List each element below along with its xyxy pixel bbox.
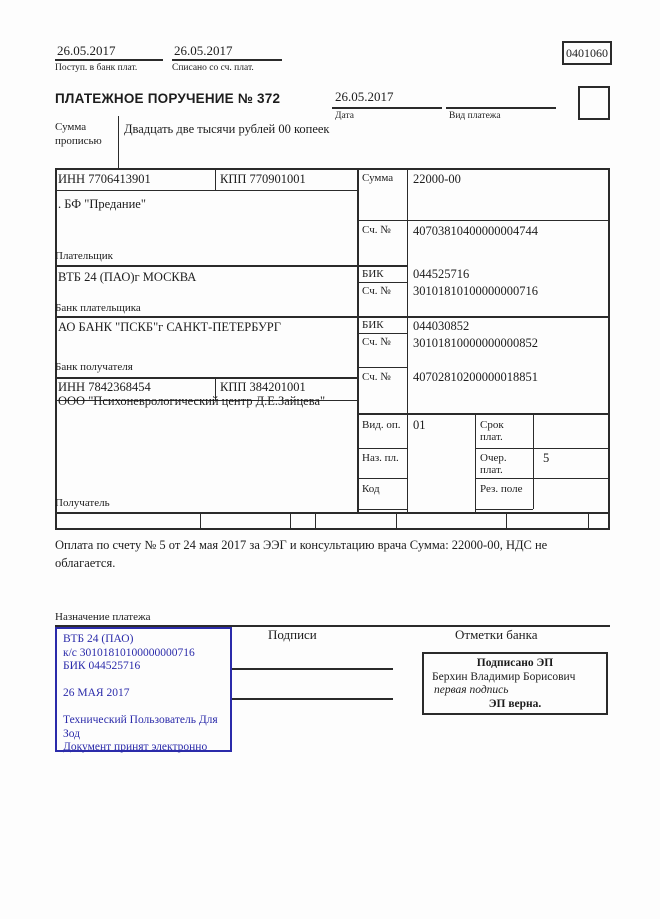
table-border (55, 168, 57, 530)
debited-label: Списано со сч. плат. (172, 63, 254, 73)
form-code-box (562, 41, 612, 65)
reserve-field-label: Рез. поле (480, 483, 523, 495)
payment-type-label: Вид платежа (449, 111, 501, 121)
payer-account: 40703810400000004744 (413, 224, 538, 238)
table-border (55, 168, 610, 170)
grid-line (55, 190, 357, 191)
due-date-label: Срок плат. (480, 419, 504, 443)
grid-line (357, 413, 610, 415)
payee-bank-bik-label: БИК (362, 319, 384, 331)
received-in-bank-label: Поступ. в банк плат. (55, 63, 138, 73)
document-date: 26.05.2017 (335, 89, 394, 104)
esign-signature-type: первая подпись (434, 684, 509, 696)
grid-line (357, 448, 407, 449)
grid-line (357, 478, 407, 479)
payer-kpp: КПП 770901001 (220, 172, 306, 186)
table-border (55, 528, 610, 530)
payee-bank-section-label: Банк получателя (55, 361, 133, 373)
payee-bank-account: 30101810000000000852 (413, 336, 538, 350)
operation-type-value: 01 (413, 418, 426, 432)
payee-bank-account-label: Сч. № (362, 336, 391, 348)
payee-account-label: Сч. № (362, 371, 391, 383)
payer-bank-account-label: Сч. № (362, 285, 391, 297)
amount-in-words: Двадцать две тысячи рублей 00 копеек (124, 122, 330, 136)
divider-line (172, 59, 282, 61)
table-border (608, 168, 610, 530)
payer-account-label: Сч. № (362, 224, 391, 236)
field-divider (506, 512, 507, 528)
payer-bank-bik: 044525716 (413, 267, 470, 281)
date-label: Дата (335, 111, 354, 121)
divider-line (332, 107, 442, 109)
payer-inn: ИНН 7706413901 (58, 172, 151, 186)
received-in-bank-date: 26.05.2017 (57, 43, 116, 58)
amount-value: 22000-00 (413, 172, 461, 186)
payer-name: . БФ "Предание" (58, 197, 146, 211)
grid-line (357, 333, 407, 334)
divider-line (55, 59, 163, 61)
payee-bank-bik: 044030852 (413, 319, 470, 333)
grid-line (475, 478, 610, 479)
purpose-code-label: Наз. пл. (362, 452, 399, 464)
signature-line (232, 668, 393, 670)
payment-purpose-text: Оплата по счету № 5 от 24 мая 2017 за ЭЭГ и консультацию врача Сумма: 22000-00, НДС не облагается. (55, 538, 548, 570)
payer-bank-bik-label: БИК (362, 268, 384, 280)
payer-bank-section-label: Банк плательщика (55, 302, 141, 314)
grid-line (533, 413, 534, 509)
grid-line (357, 282, 407, 283)
page-title: ПЛАТЕЖНОЕ ПОРУЧЕНИЕ № 372 (55, 91, 281, 106)
signature-line (232, 698, 393, 700)
amount-words-label-1: Сумма (55, 121, 87, 133)
esign-title: Подписано ЭП (476, 657, 554, 669)
grid-line (407, 168, 408, 512)
grid-line (55, 377, 357, 379)
grid-line (55, 265, 407, 267)
payer-bank-name: ВТБ 24 (ПАО)г МОСКВА (58, 270, 197, 284)
payment-type-box (578, 86, 610, 120)
payee-bank-name: АО БАНК "ПСКБ"г САНКТ-ПЕТЕРБУРГ (58, 320, 281, 334)
payee-kpp: КПП 384201001 (220, 380, 306, 394)
priority-label: Очер. плат. (480, 452, 507, 476)
operation-type-label: Вид. оп. (362, 419, 401, 431)
electronic-signature-stamp (422, 652, 608, 715)
signatures-label: Подписи (268, 627, 317, 642)
payee-name: ООО "Психоневрологический центр Д.Е.Зайцева" (58, 394, 326, 408)
payment-purpose-label: Назначение платежа (55, 611, 151, 623)
grid-line (475, 448, 610, 449)
esign-verified-text: ЭП верна. (488, 697, 542, 710)
grid-line (357, 168, 359, 512)
grid-line (357, 220, 610, 221)
priority-value: 5 (543, 451, 550, 465)
amount-words-label-2: прописью (55, 135, 102, 147)
payee-account: 40702810200000018851 (413, 370, 538, 384)
payer-section-label: Плательщик (55, 250, 113, 262)
grid-line (475, 509, 533, 510)
esign-signer-name: Берхин Владимир Борисович (432, 670, 576, 683)
bank-marks-label: Отметки банка (455, 627, 538, 642)
payer-bank-account: 30101810100000000716 (413, 284, 538, 298)
grid-line (357, 509, 407, 510)
divider-line (118, 116, 119, 168)
grid-line (475, 413, 476, 512)
field-divider (290, 512, 291, 528)
divider-line (446, 107, 556, 109)
field-divider (200, 512, 201, 528)
payee-inn: ИНН 7842368454 (58, 380, 151, 394)
debited-date: 26.05.2017 (174, 43, 233, 58)
field-divider (588, 512, 589, 528)
bank-acceptance-stamp: ВТБ 24 (ПАО) к/с 30101810100000000716 БИК 044525716 26 МАЯ 2017 Технический Пользователь Для Зод Документ принят электронно (55, 627, 232, 752)
payee-section-label: Получатель (55, 497, 110, 509)
field-divider (396, 512, 397, 528)
form-code: 0401060 (566, 45, 608, 60)
grid-line (215, 168, 216, 190)
grid-line (357, 367, 407, 368)
code-label: Код (362, 483, 380, 495)
grid-line (55, 512, 610, 514)
field-divider (315, 512, 316, 528)
amount-label: Сумма (362, 172, 394, 184)
grid-line (55, 316, 610, 318)
